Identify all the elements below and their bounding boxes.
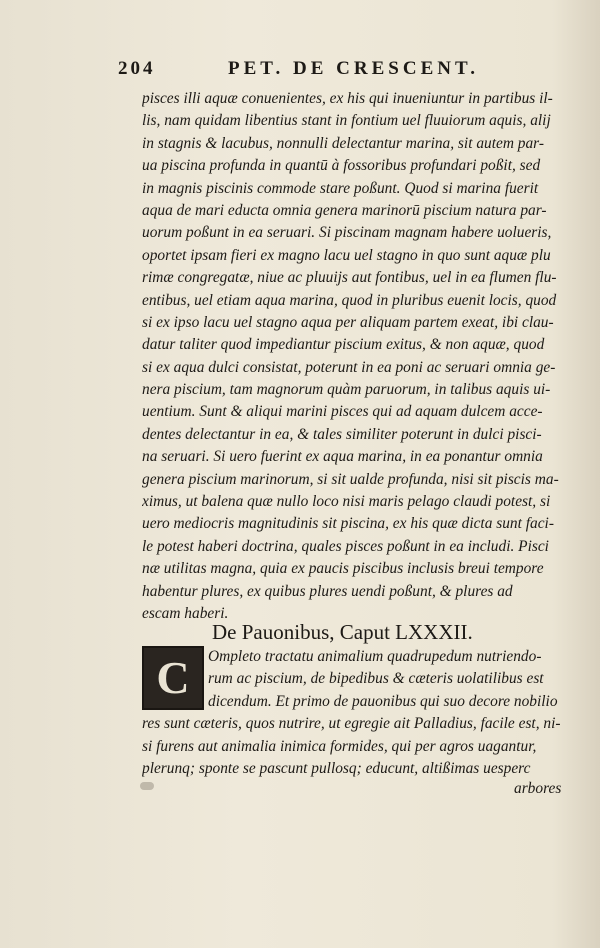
- text-line: na seruari. Si uero fuerint ex aqua marina, in ea ponantur omnia: [142, 448, 543, 466]
- text-line: rum ac piscium, de bipedibus & cæteris uolatilibus est: [208, 670, 544, 688]
- text-line: oportet ipsam fieri ex magno lacu uel stagno in quo sunt aquæ plu: [142, 246, 551, 264]
- chapter-text: [142, 646, 578, 780]
- text-line: ximus, ut balena quæ nullo loco nisi maris pelago claudi potest, si: [142, 493, 551, 511]
- text-line: si ex ipso lacu uel stagno aqua per aliquam partem exeat, ibi clau-: [142, 313, 554, 331]
- text-line: le potest haberi doctrina, quales pisces poßunt in ea includi. Pisci: [142, 537, 549, 555]
- text-line: plerunq; sponte se pascunt pullosq; educunt, altißimas uesperc: [142, 759, 531, 777]
- text-line: nera piscium, tam magnorum quàm paruorum, in talibus aquis ui-: [142, 381, 551, 399]
- running-title: PET. DE CRESCENT.: [228, 58, 479, 79]
- body-text: [142, 88, 578, 625]
- decorated-initial: C: [142, 646, 204, 710]
- text-line: si furens aut animalia inimica formides, qui per agros uagantur,: [142, 737, 537, 755]
- text-line: uorum poßunt in ea seruari. Si piscinam magnam habere uolueris,: [142, 224, 552, 242]
- running-header: [118, 58, 518, 84]
- text-line: næ utilitas magna, quia ex paucis piscibus inclusis breui tempore: [142, 560, 544, 578]
- text-line: rimæ congregatæ, niue ac pluuijs aut fontibus, uel in ea flumen flu-: [142, 269, 557, 287]
- text-line: lis, nam quidam libentius stant in fontium uel fluuiorum aquis, alij: [142, 112, 551, 130]
- text-line: escam haberi.: [142, 604, 229, 622]
- text-line: in magnis piscinis commode stare poßunt. Quod si marina fuerit: [142, 179, 539, 197]
- text-line: res sunt cæteris, quos nutrire, ut egregie ait Palladius, facile est, ni-: [142, 715, 561, 733]
- text-line: genera piscium marinorum, si sit ualde profunda, nisi sit piscis ma-: [142, 470, 559, 488]
- text-line: dentes delectantur in ea, & tales similiter poterunt in dulci pisci-: [142, 425, 542, 443]
- catchword: arbores: [514, 780, 562, 797]
- ink-smudge: [140, 782, 154, 790]
- page-number: 204: [118, 58, 156, 79]
- text-line: ua piscina profunda in quantū à fossoribus profundari poßit, sed: [142, 157, 541, 175]
- text-line: habentur plures, ex quibus plures uendi poßunt, & plures ad: [142, 582, 513, 600]
- text-line: uentium. Sunt & aliqui marini pisces qui ad aquam dulcem acce-: [142, 403, 543, 421]
- text-line: pisces illi aquæ conuenientes, ex his qui inueniuntur in partibus il-: [142, 90, 553, 107]
- text-line: dicendum. Et primo de pauonibus qui suo decore nobilio: [208, 692, 558, 710]
- text-line: uero mediocris magnitudinis sit piscina, ex his quæ dicta sunt faci-: [142, 515, 554, 533]
- text-line: si ex aqua dulci consistat, poterunt in ea poni ac seruari omnia ge-: [142, 358, 556, 376]
- text-line: Ompleto tractatu animalium quadrupedum nutriendo-: [208, 648, 542, 665]
- text-line: in stagnis & lacubus, nonnulli delectantur marina, sit autem par-: [142, 134, 544, 152]
- text-line: aqua de mari educta omnia genera marinorū piscium natura par-: [142, 201, 547, 219]
- chapter-heading: De Pauonibus, Caput LXXXII.: [212, 620, 473, 644]
- text-line: entibus, uel etiam aqua marina, quod in pluribus euenit locis, quod: [142, 291, 557, 309]
- text-line: datur taliter quod impediantur piscium exitus, & non aquæ, quod: [142, 336, 545, 354]
